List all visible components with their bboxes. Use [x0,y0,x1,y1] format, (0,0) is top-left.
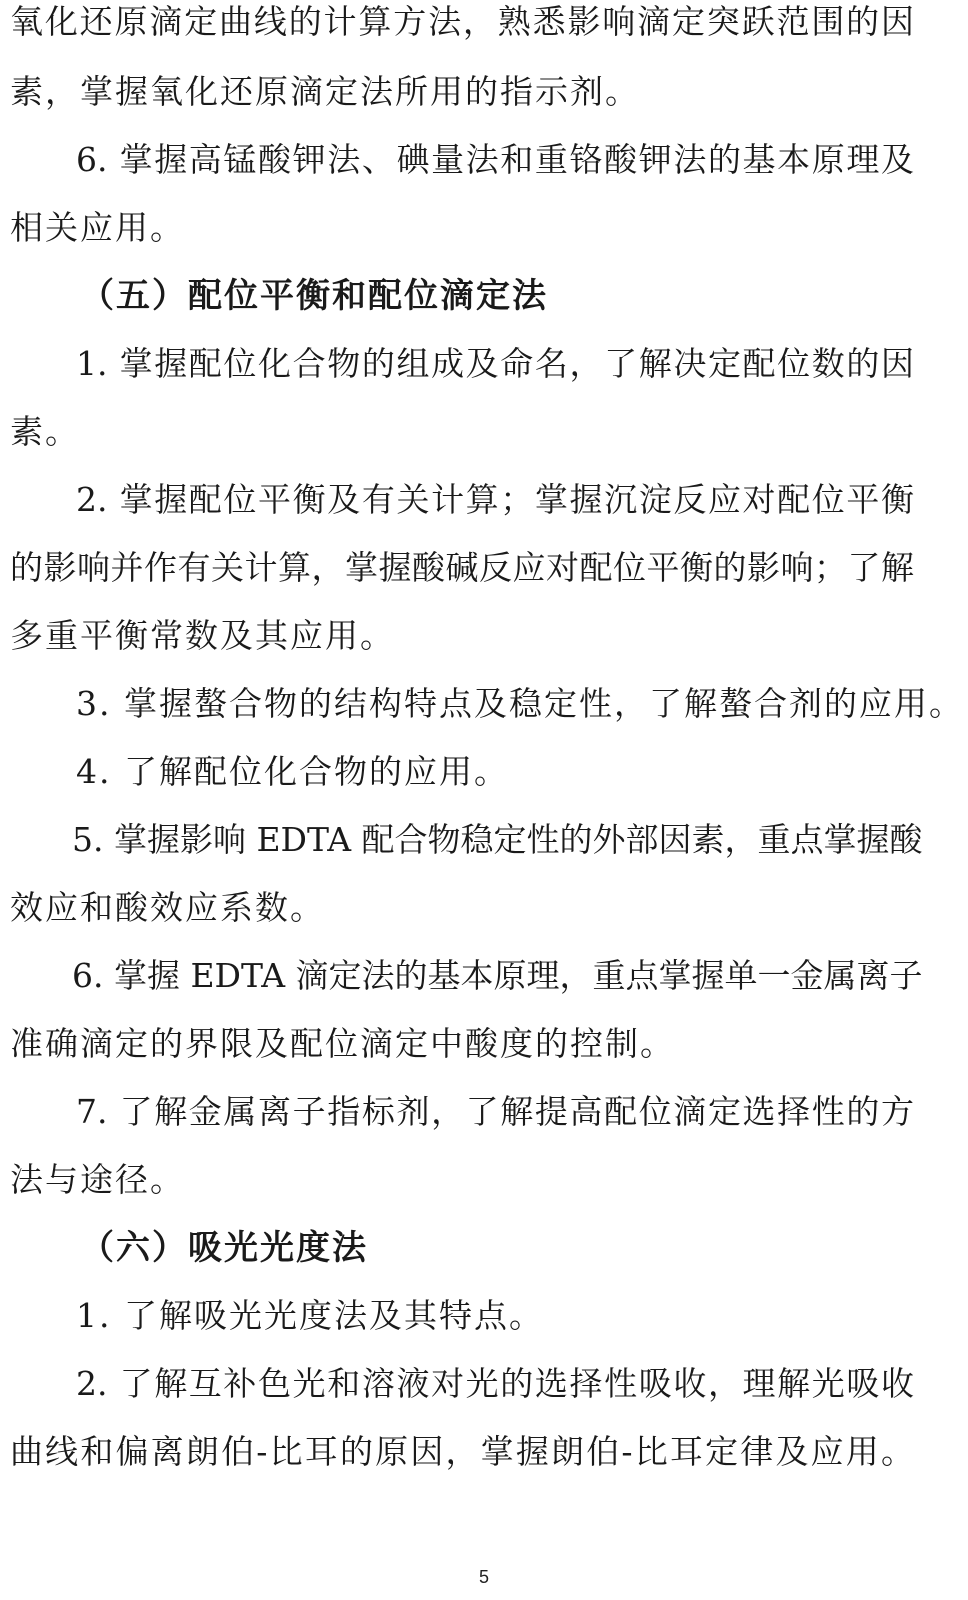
paragraph-line: 6. 掌握高锰酸钾法、碘量法和重铬酸钾法的基本原理及 [76,140,914,179]
list-item-line: 1. 了解吸光光度法及其特点。 [76,1296,544,1335]
list-item-line: 7. 了解金属离子指标剂，了解提高配位滴定选择性的方 [76,1092,914,1131]
list-item-line: 准确滴定的界限及配位滴定中酸度的控制。 [10,1024,675,1063]
list-item-line: 1. 掌握配位化合物的组成及命名，了解决定配位数的因 [76,344,914,383]
list-item-line: 效应和酸效应系数。 [10,888,325,927]
list-item-line: 2. 掌握配位平衡及有关计算；掌握沉淀反应对配位平衡 [76,480,914,519]
list-item-line: 法与途径。 [10,1160,185,1199]
section-heading: （六）吸光光度法 [80,1228,368,1268]
list-item-line: 曲线和偏离朗伯-比耳的原因，掌握朗伯-比耳定律及应用。 [10,1432,914,1471]
paragraph-line: 相关应用。 [10,208,185,247]
list-item-line: 6. 掌握 EDTA 滴定法的基本原理，重点掌握单一金属离子 [72,956,923,995]
paragraph-line: 素，掌握氧化还原滴定法所用的指示剂。 [10,72,640,111]
list-item-line: 素。 [10,412,80,451]
paragraph-line: 氧化还原滴定曲线的计算方法，熟悉影响滴定突跃范围的因 [10,2,914,41]
list-item-line: 3. 掌握螯合物的结构特点及稳定性，了解螯合剂的应用。 [76,684,964,723]
list-item-line: 多重平衡常数及其应用。 [10,616,395,655]
list-item-line: 5. 掌握影响 EDTA 配合物稳定性的外部因素，重点掌握酸 [72,820,923,859]
page-number: 5 [478,1567,489,1587]
section-heading: （五）配位平衡和配位滴定法 [80,276,548,316]
list-item-line: 4. 了解配位化合物的应用。 [76,752,509,791]
list-item-line: 的影响并作有关计算，掌握酸碱反应对配位平衡的影响；了解 [10,548,914,587]
list-item-line: 2. 了解互补色光和溶液对光的选择性吸收，理解光吸收 [76,1364,914,1403]
